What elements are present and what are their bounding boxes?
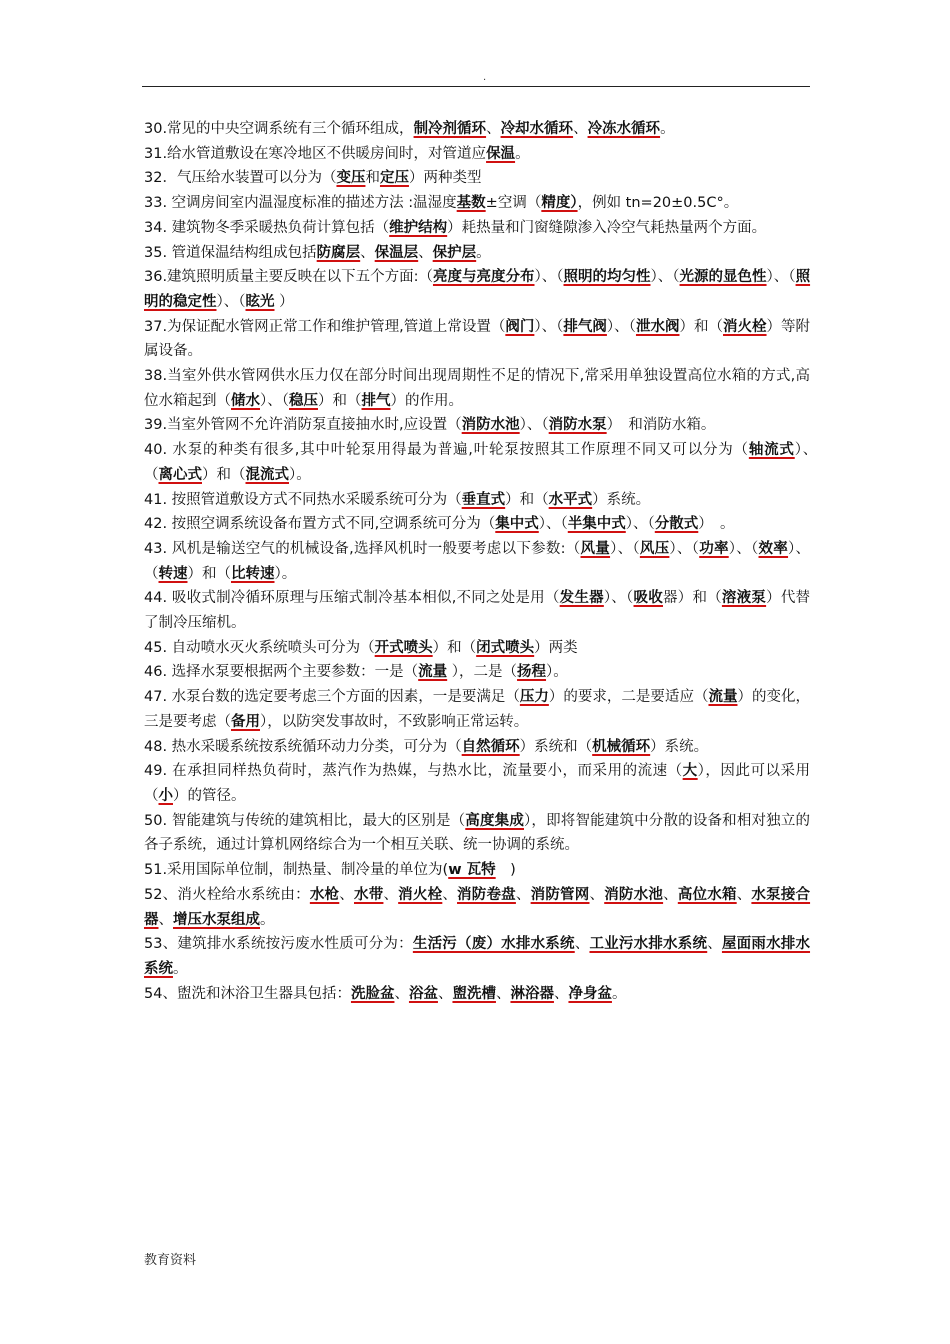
question-text: 50. 智能建筑与传统的建筑相比，最大的区别是（ — [144, 812, 466, 829]
answer-blank: 消防管网 — [530, 886, 590, 903]
question-text: 、 — [515, 886, 531, 903]
answer-blank: 扬程 — [517, 664, 547, 681]
question-text: 45. 自动喷水灭火系统喷头可分为（ — [144, 639, 375, 656]
answer-blank: 集中式 — [495, 516, 539, 533]
question-text: ）、（ — [650, 269, 680, 286]
footer-label: 教育资料 — [144, 1253, 197, 1268]
answer-blank: 消防卷盘 — [457, 886, 516, 903]
question-text: 43. 风机是输送空气的机械设备,选择风机时一般要考虑以下参数:（ — [144, 540, 581, 557]
question-text: 52、消火栓给水系统由： — [144, 886, 310, 903]
answer-blank: 照明的均匀性 — [563, 269, 651, 286]
answer-blank: 水枪 — [309, 886, 340, 903]
question-q45 — [144, 636, 810, 661]
question-q51 — [144, 858, 810, 883]
question-text: 41. 按照管道敷设方式不同热水采暖系统可分为（ — [144, 491, 462, 508]
question-text: 40. 水泵的种类有很多,其中叶轮泵用得最为普遍,叶轮泵按照其工作原理不同又可以分为（ — [144, 442, 749, 459]
question-text: 42. 按照空调系统设备布置方式不同,空调系统可分为（ — [144, 516, 496, 533]
answer-blank: 净身盆 — [568, 985, 612, 1002]
answer-blank: 盥洗槽 — [452, 985, 496, 1002]
question-text: ）、（ — [260, 392, 289, 409]
question-q40 — [144, 438, 825, 487]
answer-blank: 分散式 — [654, 516, 699, 533]
question-text: 、 — [736, 886, 752, 903]
question-text: ） 和消防水箱。 — [606, 417, 716, 434]
question-text: ），二是（ — [447, 664, 518, 681]
answer-blank: 水泵接合器 — [144, 886, 811, 928]
question-text: 37.为保证配水管网正常工作和维护管理,管道上常设置（ — [144, 318, 506, 335]
question-text: 、 — [553, 985, 569, 1002]
answer-blank: 垂直式 — [461, 491, 506, 508]
question-text: 54、盥洗和沐浴卫生器具包括： — [144, 985, 351, 1002]
question-text: ）的作用。 — [390, 392, 463, 409]
question-text: ）、（ — [534, 269, 564, 286]
answer-blank: 转速 — [158, 565, 188, 582]
question-text: 、 — [394, 985, 409, 1002]
question-text: ，例如 tn=20±0.5C°。 — [577, 195, 739, 212]
question-text: ）、（ — [519, 417, 549, 434]
question-text: 、 — [589, 886, 605, 903]
answer-blank: 增压水泵组成 — [173, 911, 260, 928]
question-text: 32．气压给水装置可以分为（ — [144, 170, 337, 187]
question-text: ) — [495, 862, 516, 879]
answer-blank: 混流式 — [245, 466, 289, 483]
question-text: ）和（ — [318, 392, 362, 409]
question-text: 、 — [437, 985, 453, 1002]
question-q37 — [144, 315, 810, 364]
question-text: 器）和（ — [662, 590, 722, 607]
question-q33 — [144, 191, 810, 216]
question-q31 — [144, 142, 810, 167]
question-text: 、 — [442, 886, 458, 903]
answer-blank: 淋浴器 — [510, 985, 554, 1002]
question-text: 。 — [515, 145, 530, 162]
question-q46 — [144, 660, 810, 685]
answer-blank: 大 — [682, 763, 698, 780]
question-text: 、 — [383, 886, 399, 903]
answer-blank: 吸收 — [633, 590, 663, 607]
question-q50 — [144, 809, 810, 858]
question-text: ）和（ — [187, 565, 231, 582]
question-text: 、 — [158, 911, 173, 928]
question-text: ），即将智能建筑中分散的设备和相对独立的各子系统，通过计算机网络综合为一个相互关联、统一协调的系统。 — [144, 812, 811, 854]
question-q44 — [144, 586, 810, 635]
question-text: 39.当室外管网不允许消防泵直接抽水时,应设置（ — [144, 417, 462, 434]
question-text: 和 — [365, 170, 380, 187]
question-list — [144, 117, 825, 1006]
question-text: ±空调（ — [485, 195, 542, 212]
question-text: 、 — [486, 121, 501, 137]
question-text: 、 — [339, 886, 354, 903]
answer-blank: 水带 — [354, 886, 384, 903]
answer-blank: 冷却水循环 — [500, 121, 574, 137]
question-q54 — [144, 982, 810, 1007]
answer-blank: 流量 — [418, 664, 448, 681]
answer-blank: 风压 — [639, 540, 670, 557]
answer-blank: 小 — [158, 787, 173, 804]
question-text: ）和（ — [202, 466, 246, 483]
answer-blank: 精度） — [541, 195, 578, 212]
answer-blank: 泄水阀 — [635, 318, 680, 335]
question-q47 — [144, 685, 810, 734]
question-text: ），以防突发事故时，不致影响正常运转。 — [260, 713, 529, 730]
question-text: ）两类 — [534, 639, 578, 656]
question-text: 33. 空调房间室内温湿度标准的描述方法 :温湿度 — [144, 195, 457, 212]
question-q42 — [144, 512, 810, 537]
question-text: ）。 — [274, 565, 297, 582]
question-text: ）和（ — [679, 318, 724, 335]
question-text: ）的要求，二是要适应（ — [548, 689, 709, 706]
answer-blank: 维护结构 — [389, 219, 448, 236]
question-text: ）、（ — [606, 318, 636, 335]
question-text: ）、（ — [603, 590, 634, 607]
answer-blank: 风量 — [580, 540, 611, 557]
question-q49 — [144, 759, 810, 808]
question-text: ）。 — [546, 664, 568, 681]
answer-blank: 稳压 — [289, 392, 318, 409]
question-q34 — [144, 216, 810, 241]
question-text: ），因此可以采用（ — [144, 763, 810, 804]
question-q35 — [144, 241, 810, 266]
question-text: 47. 水泵台数的选定要考虑三个方面的因素，一是要满足（ — [144, 689, 520, 706]
question-text: ）系统。 — [592, 491, 651, 508]
question-text: 、 — [663, 886, 678, 903]
question-q36 — [144, 265, 810, 314]
question-text: ）和（ — [505, 491, 549, 508]
answer-blank: 排气 — [361, 392, 391, 409]
answer-blank: 发生器 — [559, 590, 604, 607]
answer-blank: 眩光 — [245, 293, 275, 310]
question-text: ）两种类型 — [408, 170, 482, 187]
answer-blank: 浴盆 — [408, 985, 438, 1002]
question-text: 。 — [611, 985, 627, 1002]
question-text: ）、（ — [538, 516, 568, 533]
header-rule — [142, 86, 810, 87]
question-text: 、 — [418, 244, 433, 261]
answer-blank: 定压 — [379, 170, 409, 187]
answer-blank: 闭式喷头 — [476, 639, 535, 656]
question-text: 31.给水管道敷设在寒冷地区不供暖房间时，对管道应 — [144, 145, 487, 162]
question-text: 。 — [660, 121, 675, 137]
answer-blank: 储水 — [231, 392, 260, 409]
question-text: ）、（ — [216, 293, 246, 310]
question-text: ）系统。 — [650, 738, 709, 755]
question-text: 、 — [707, 936, 722, 953]
answer-blank: 生活污（废）水排水系统 — [412, 936, 575, 953]
answer-blank: 轴流式 — [748, 442, 795, 459]
answer-blank: 溶液泵 — [721, 590, 767, 607]
question-text: 、 — [573, 121, 588, 137]
answer-blank: 照明的稳定性 — [144, 269, 811, 310]
answer-blank: 消防水池 — [461, 417, 520, 434]
question-text: ）和（ — [432, 639, 477, 656]
question-q48 — [144, 735, 810, 760]
question-q30 — [144, 117, 810, 142]
question-q39 — [144, 413, 810, 438]
answer-blank: 消火栓 — [723, 318, 767, 335]
question-text: ）的变化，三是要考虑（ — [144, 689, 811, 730]
question-text: 51.采用国际单位制，制热量、制冷量的单位为( — [144, 862, 449, 879]
question-text: 35. 管道保温结构组成包括 — [144, 244, 317, 261]
answer-blank: 防腐层 — [316, 244, 361, 261]
answer-blank: 亮度与亮度分布 — [432, 269, 535, 286]
answer-blank: 高位水箱 — [677, 886, 737, 903]
answer-blank: 屋面雨水排水系统 — [144, 936, 811, 977]
answer-blank: 制冷剂循环 — [413, 121, 487, 137]
answer-blank: 排气阀 — [563, 318, 607, 335]
question-text: ）的管径。 — [173, 787, 246, 804]
answer-blank: 离心式 — [158, 466, 202, 483]
answer-blank: 消防水池 — [604, 886, 664, 903]
answer-blank: 洗脸盆 — [350, 985, 395, 1002]
header-mark: . — [483, 72, 487, 83]
question-text: 。 — [260, 911, 275, 928]
question-text: ）、（ — [610, 540, 640, 557]
question-text: ）、（ — [728, 540, 759, 557]
question-text: 、 — [574, 936, 590, 953]
question-text: 。 — [173, 960, 188, 977]
answer-blank: 消防水泵 — [548, 417, 607, 434]
question-q41 — [144, 488, 810, 513]
question-text: 36.建筑照明质量主要反映在以下五个方面:（ — [144, 269, 433, 286]
answer-blank: 光源的显色性 — [679, 269, 767, 286]
question-q38 — [144, 364, 810, 413]
answer-blank: 变压 — [336, 170, 366, 187]
question-text: 。 — [476, 244, 491, 261]
question-text: ）耗热量和门窗缝隙渗入冷空气耗热量两个方面。 — [447, 219, 767, 236]
answer-blank: 工业污水排水系统 — [589, 936, 708, 953]
question-text: ）系统和（ — [519, 738, 593, 755]
question-text: ）等附属设备。 — [144, 318, 811, 360]
question-text: ） — [274, 293, 294, 310]
question-text: 、 — [360, 244, 375, 261]
question-q53 — [144, 932, 810, 981]
answer-blank: 半集中式 — [567, 516, 626, 533]
question-text: 30.常见的中央空调系统有三个循环组成， — [144, 121, 414, 137]
answer-blank: 备用 — [231, 713, 260, 730]
answer-blank: w 瓦特 — [448, 862, 496, 879]
question-text: ）、（ — [144, 540, 811, 582]
question-q43 — [144, 537, 810, 586]
question-text: 、 — [495, 985, 511, 1002]
question-text: ）。 — [289, 466, 311, 483]
answer-blank: 压力 — [519, 689, 549, 706]
answer-blank: 自然循环 — [461, 738, 520, 755]
question-text: 53、建筑排水系统按污废水性质可分为： — [144, 936, 413, 953]
question-text: ）、（ — [625, 516, 655, 533]
question-text: ）代替了制冷压缩机。 — [144, 590, 811, 632]
answer-blank: 保温层 — [374, 244, 419, 261]
answer-blank: 机械循环 — [592, 738, 651, 755]
question-text: ） 。 — [698, 516, 735, 533]
question-text: 34. 建筑物冬季采暖热负荷计算包括（ — [144, 219, 390, 236]
answer-blank: 阀门 — [505, 318, 535, 335]
answer-blank: 流量 — [708, 689, 738, 706]
answer-blank: 水平式 — [548, 491, 593, 508]
answer-blank: 功率 — [699, 540, 729, 557]
question-text: ）、（ — [534, 318, 564, 335]
answer-blank: 消火栓 — [398, 886, 443, 903]
answer-blank: 高度集成 — [465, 812, 524, 829]
answer-blank: 冷冻水循环 — [587, 121, 661, 137]
question-text: 46. 选择水泵要根据两个主要参数：一是（ — [144, 664, 419, 681]
question-text: 38.当室外供水管网供水压力仅在部分时间出现周期性不足的情况下,常采用单独设置高位水箱的方式,高位水箱起到（ — [144, 368, 810, 409]
question-text: 49. 在承担同样热负荷时，蒸汽作为热媒，与热水比，流量要小，而采用的流速（ — [144, 763, 683, 780]
question-text: ）、（ — [766, 269, 796, 286]
question-text: 44. 吸收式制冷循环原理与压缩式制冷基本相似,不同之处是用（ — [144, 590, 560, 607]
question-text: ）、 （ — [144, 442, 825, 483]
answer-blank: 比转速 — [231, 565, 275, 582]
question-q32 — [144, 166, 810, 191]
question-text: 48. 热水采暖系统按系统循环动力分类，可分为（ — [144, 738, 462, 755]
question-q52 — [144, 883, 810, 932]
answer-blank: 保温 — [486, 145, 516, 162]
answer-blank: 开式喷头 — [374, 639, 433, 656]
answer-blank: 基数 — [456, 195, 486, 212]
question-text: ）、（ — [669, 540, 700, 557]
answer-blank: 效率 — [758, 540, 789, 557]
answer-blank: 保护层 — [432, 244, 477, 261]
